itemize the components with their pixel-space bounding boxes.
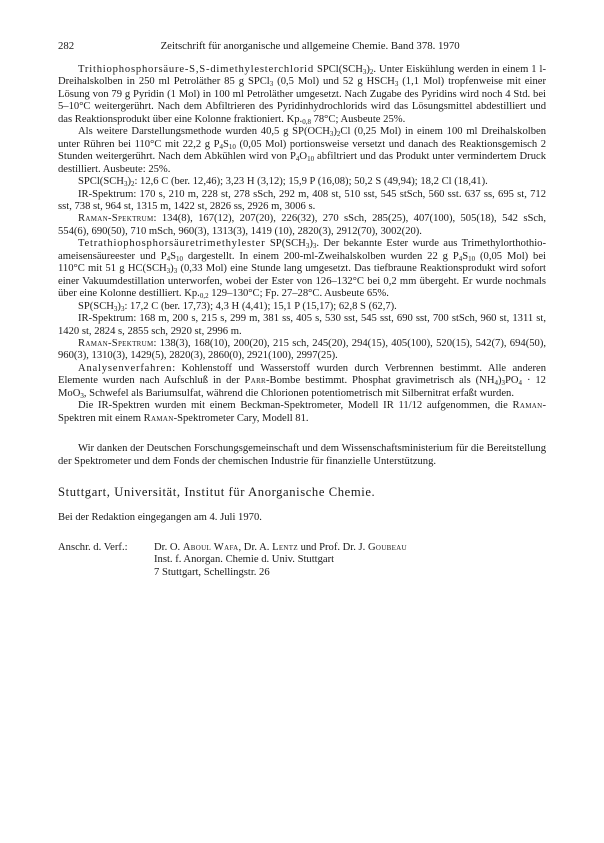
- compound-title: Tetrathiophosphorsäuretrimethylester: [78, 238, 266, 250]
- paragraph-text: : Kohlenstoff und Wasserstoff wurden durch Verbrennen bestimmt. Alle anderen Elemente wurden nach Aufschluß in der: [58, 362, 546, 387]
- paragraph-analysis-methods: [58, 363, 546, 400]
- acknowledgement: Wir danken der Deutschen Forschungsgemeinschaft und dem Wissenschaftsministerium für die Bereitstellung der Spektrometer und dem Fonds der chemischen Industrie für finanzielle Unterstützung.: [58, 443, 546, 467]
- paragraph-ir-spectrum-2: [58, 313, 546, 338]
- spectrum-label: IR-Spektrum: [78, 188, 134, 200]
- paragraph-text: -Spektren mit einem: [58, 400, 546, 424]
- spectrum-label: IR-Spektrum: [78, 313, 134, 325]
- paragraph-instruments: [58, 400, 546, 425]
- address-text: Dr. O.: [154, 541, 183, 553]
- paragraph-text: Die IR-Spektren wurden mit einem Beckman-Spektrometer, Modell IR 11/12 aufgenommen, die: [78, 400, 513, 412]
- author-address: [58, 542, 546, 579]
- spectrum-label: Raman-Spektrum: [78, 337, 154, 349]
- address-street: 7 Stuttgart, Schellingstr. 26: [154, 566, 270, 578]
- paragraph-elemental-analysis-1: [58, 176, 546, 188]
- compound-formula: $SP(SCH_3)_3$: [269, 238, 317, 251]
- author-name: Aboul Wafa: [182, 541, 239, 553]
- paragraph-text: . Der bekannte Ester wurde aus Trimethylorthothio-ameisensäureester und $P_4S_{10}$ dargestellt. In einem 200-ml-Zweihalskolben wurden 22 g $P_4S_{10}$ (0,05 Mol) bei 110°C mit 51 g $HC(SCH_3)_3$ (0,33 Mol) eine Stunde lang umgesetzt. Das tiefbraune Reaktionsprodukt wird sofort einer Vakuumdestillation unterworfen, wobei der Ester von 126–132°C bei 0,2 mm übergeht. Er wurde nochmals über eine Kolonne destilliert. $Kp._{0,2}$ 129–130°C; Fp. 27–28°C. Ausbeute 65%.: [58, 238, 546, 301]
- page-header: [58, 40, 546, 52]
- address-text: , Dr. A.: [238, 541, 273, 553]
- paragraph-raman-spectrum-1: [58, 213, 546, 238]
- spectrum-label: Raman-Spektrum: [78, 213, 154, 225]
- article-body: [58, 64, 546, 579]
- parr-name: Parr: [244, 375, 267, 387]
- paragraph-text: $SP(SCH_3)_3$: 17,2 C (ber. 17,73); 4,3 H (4,41); 15,1 P (15,17); 62,8 S (62,7).: [78, 300, 397, 313]
- paragraph-text: : 170 s, 210 m, 228 st, 278 sSch, 292 m, 408 st, 510 sst, 545 stSch, 560 sst. 637 ss, 695 st, 712 sst, 738 st, 964 st, 1315 m, 1422 st, 2826 ss, 2926 m, 3006 s.: [58, 188, 546, 212]
- paragraph-text: : 138(3), 168(10), 200(20), 215 sch, 245(20), 294(15), 405(100), 520(15), 542(7), 694(50), 960(3), 1310(3), 1429(5), 2820(3), 2860(0), 2921(100), 2997(25).: [58, 337, 546, 362]
- address-institute: Inst. f. Anorgan. Chemie d. Univ. Stuttgart: [154, 554, 335, 566]
- address-lines: [154, 542, 546, 579]
- paragraph-trithiophosphoric-ester-chloride: [58, 64, 546, 126]
- paragraph-text: . Unter Eiskühlung werden in einem 1 l-Dreihalskolben in 250 ml Petroläther 85 g SPCl$_3$ (0,5 Mol) und 52 g $HSCH_3$ (1,1 Mol) tropfenweise mit einer Lösung von 79 g Pyridin (1 Mol) in 100 ml Petroläther umgesetzt. Nach Zugabe des Pyridins wird noch 4 Std. bei 5–10°C weitergerührt. Nach dem Abfiltrieren des Pyridinhydrochlorids wird das Lösungsmittel abdestilliert und das Reaktionsprodukt über eine Kolonne fraktioniert. $Kp._{0,8}$ 78°C; Ausbeute 25%.: [58, 64, 546, 126]
- paragraph-ir-spectrum-1: [58, 189, 546, 214]
- paragraph-alternative-preparation: [58, 126, 546, 176]
- running-title: Zeitschrift für anorganische und allgemeine Chemie. Band 378. 1970: [160, 40, 460, 52]
- paragraph-elemental-analysis-2: [58, 301, 546, 313]
- paragraph-text: : 134(8), 167(12), 207(20), 226(32), 270 sSch, 285(25), 407(100), 505(18), 542 sSch, 554(6), 690(50), 710 mSch, 960(3), 1313(3), 1419 (10), 2820(3), 2912(70), 3002(20).: [58, 213, 546, 237]
- paragraph-text: $SPCl(SCH_3)_2$: 12,6 C (ber. 12,46); 3,23 H (3,12); 15,9 P (16,08); 50,2 S (49,94); 18,2 Cl (18,41).: [78, 176, 488, 189]
- paragraph-text: Als weitere Darstellungsmethode wurden 40,5 g $SP(OCH_3)_2Cl$ (0,25 Mol) in einem 100 ml Dreihalskolben unter Rühren bei 110°C mit 22,2 g $P_4S_{10}$ (0,05 Mol) portionsweise versetzt und danach des Reaktionsgemisch 2 Stunden weitergerührt. Nach dem Abkühlen wird von $P_4O_{10}$ abfiltriert und das Produkt unter vermindertem Druck destilliert. Ausbeute: 25%.: [58, 126, 546, 175]
- address-authors: [154, 542, 546, 554]
- compound-formula: $SPCl(SCH_3)_2$: [316, 64, 374, 76]
- compound-title: Trithiophosphorsäure-S,S-dimethylesterchlorid: [78, 64, 314, 75]
- section-title: Analysenverfahren: [78, 362, 173, 374]
- paragraph-raman-spectrum-2: [58, 338, 546, 363]
- paragraph-tetrathiophosphoric-ester: [58, 238, 546, 300]
- paragraph-text: -Spektrometer Cary, Modell 81.: [173, 412, 309, 424]
- address-text: und Prof. Dr. J.: [297, 541, 368, 553]
- author-name: Lentz: [272, 541, 298, 553]
- raman-name: Raman: [512, 400, 543, 412]
- received-date: Bei der Redaktion eingegangen am 4. Juli 1970.: [58, 511, 262, 523]
- author-name: Goubeau: [367, 541, 407, 553]
- raman-name: Raman: [143, 412, 174, 424]
- institute-line: Stuttgart, Universität, Institut für Anorganische Chemie.: [58, 485, 376, 500]
- paragraph-text: : 168 m, 200 s, 215 s, 299 m, 381 ss, 405 s, 530 sst, 545 sst, 690 sst, 700 stSch, 960 st, 1311 st, 1420 st, 2824 s, 2855 sch, 2920 st, 2996 m.: [58, 313, 546, 337]
- address-label: Anschr. d. Verf.:: [58, 541, 128, 553]
- paragraph-text: -Bombe bestimmt. Phosphat gravimetrisch als $(NH_4)_3PO_4 \cdot 12$ MoO$_3$, Schwefel als Bariumsulfat, während die Chlorionen potentiometrisch mit Silbernitrat erfaßt wurden.: [58, 375, 546, 400]
- page-number: 282: [58, 40, 75, 52]
